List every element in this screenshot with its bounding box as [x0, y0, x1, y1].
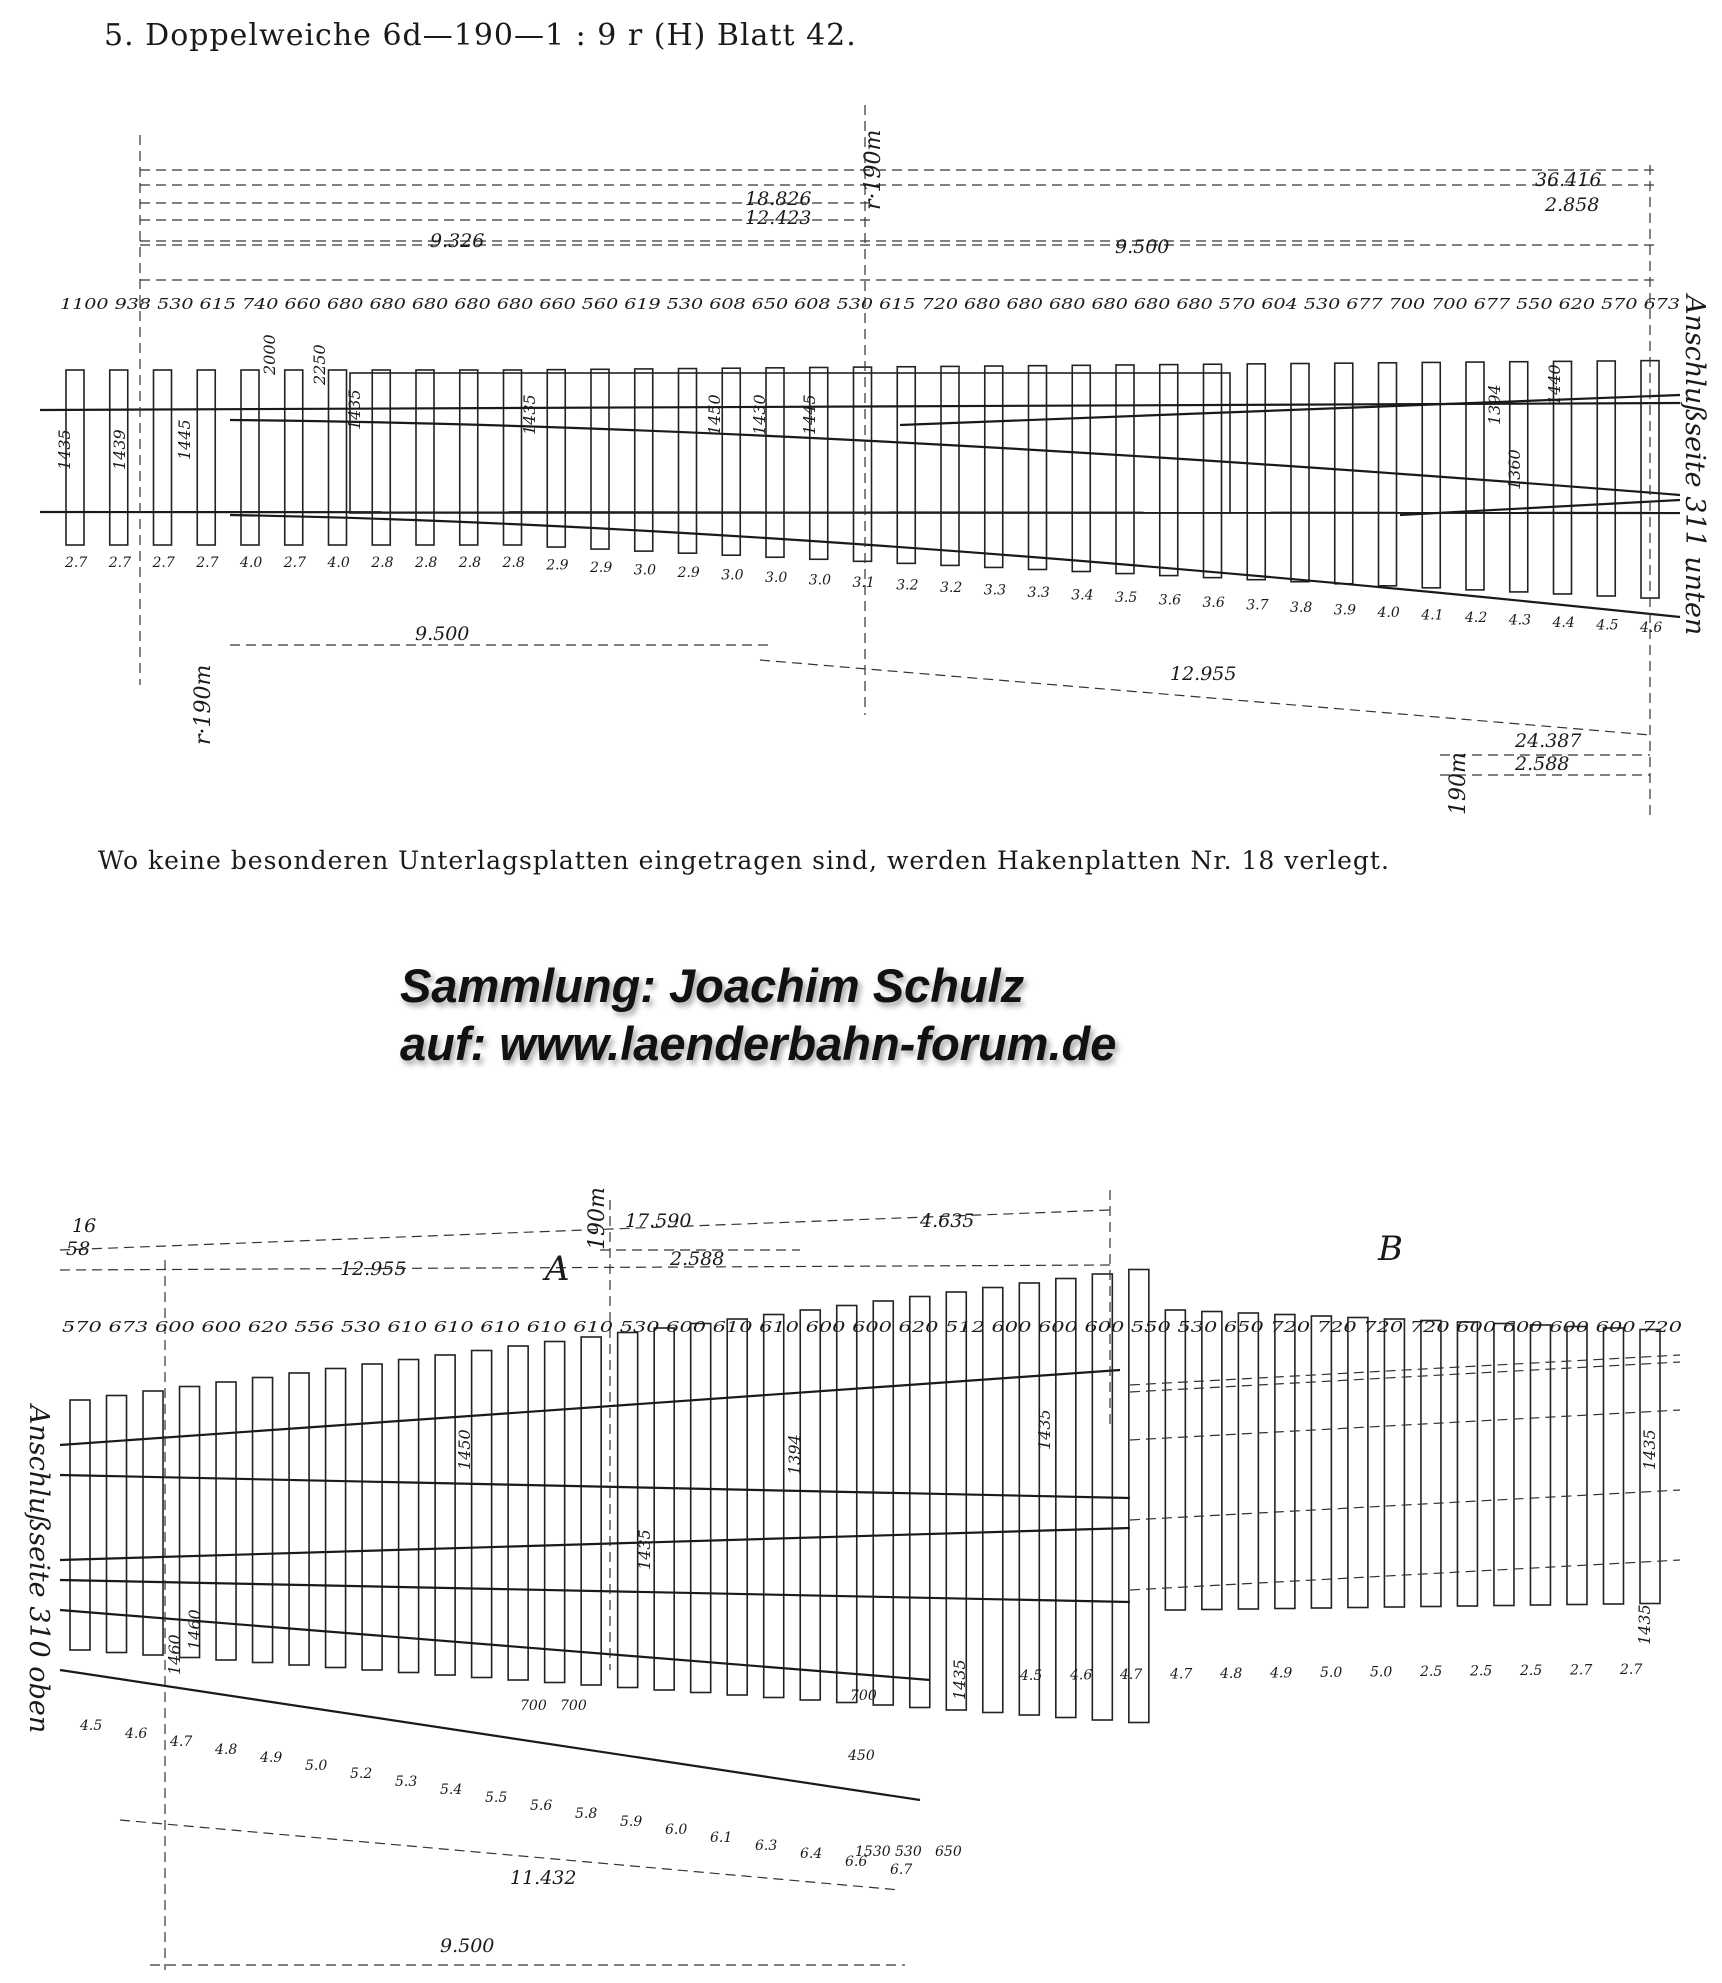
spacing-label: 530 [895, 1844, 922, 1860]
sleeper [253, 1378, 273, 1663]
top-dim-24387: 24.387 [1515, 730, 1582, 752]
sleeper [1029, 366, 1047, 570]
top-dim-9500b: 9.500 [415, 623, 470, 645]
sleeper [691, 1324, 711, 1693]
sleeper-length: 2.8 [458, 555, 482, 571]
bot-sleeper-spacing: 570 673 600 600 620 556 530 610 610 610 610 610 530 600 610 610 600 600 620 512 600 600 600 550 530 650 720 720 720 720 600 600 600 600 720 [62, 1320, 1682, 1336]
sleeper [1238, 1313, 1258, 1609]
sleeper [983, 1288, 1003, 1713]
sleeper [1466, 362, 1484, 590]
spacing-label: 650 [935, 1844, 962, 1860]
sleeper-length: 2.9 [546, 557, 569, 574]
sleeper [941, 366, 959, 565]
sleeper-length: 5.3 [395, 1774, 418, 1790]
plate-note: Wo keine besonderen Unterlagsplatten eingetragen sind, werden Hakenplatten Nr. 18 verlegt. [98, 846, 1390, 875]
sleeper-length: 2.7 [196, 555, 219, 571]
sleeper-length: 6.7 [890, 1862, 913, 1878]
gauge-label: 1445 [175, 419, 194, 460]
sleeper [1072, 365, 1090, 571]
top-radius-label-1: r·190m [191, 664, 216, 745]
gauge-label: 1460 [165, 1634, 184, 1675]
rail-middle [60, 1528, 1130, 1560]
sleeper [1421, 1321, 1441, 1607]
sleeper-length: 4.7 [170, 1734, 193, 1750]
sleeper [800, 1310, 820, 1700]
sleeper-length: 2.7 [108, 555, 132, 571]
sleeper [1019, 1283, 1039, 1715]
sleeper [508, 1346, 528, 1680]
sleeper-length: 3.4 [1071, 587, 1094, 604]
gauge-label: 1430 [750, 394, 769, 435]
sleeper [1275, 1315, 1295, 1609]
sleeper [1384, 1319, 1404, 1607]
bot-dim-11432: 11.432 [510, 1867, 577, 1889]
sleeper [910, 1297, 930, 1708]
sleeper-length: 4.5 [1596, 617, 1619, 634]
sleeper-length: 2.5 [1520, 1663, 1543, 1679]
gauge-label: 2000 [260, 334, 279, 375]
sleeper-length: 4.6 [1070, 1667, 1093, 1684]
sleeper-length: 4.5 [80, 1718, 103, 1734]
sleeper-length: 2.8 [502, 555, 525, 571]
sleeper [285, 370, 303, 545]
sleeper [897, 367, 915, 564]
sleeper-length: 6.3 [755, 1838, 778, 1854]
sleeper-length: 4.2 [1465, 610, 1488, 626]
sleeper-length: 5.0 [1320, 1665, 1343, 1681]
sleeper [1129, 1270, 1149, 1723]
sleeper-length: 3.7 [1246, 597, 1269, 614]
sleeper [618, 1333, 638, 1688]
bottom-track-plan [0, 1170, 1722, 1983]
sleeper-length: 6.6 [845, 1854, 868, 1870]
top-dim-18826: 18.826 [745, 188, 812, 210]
sleeper [362, 1364, 382, 1670]
sleeper-length: 3.3 [1027, 585, 1050, 601]
gauge-label: 1435 [55, 429, 74, 470]
gauge-label: 2250 [310, 344, 329, 385]
sleeper [435, 1355, 455, 1675]
bot-dim-12955: 12.955 [340, 1258, 407, 1280]
sleeper-length: 3.2 [896, 577, 919, 594]
sleeper-length: 4.6 [125, 1726, 148, 1742]
top-side-label: Anschlußseite 311 unten [1679, 295, 1710, 636]
top-dim-12955: 12.955 [1170, 663, 1237, 685]
sleeper [679, 369, 697, 554]
bot-dim-58: 58 [66, 1238, 91, 1260]
sleeper [241, 370, 259, 545]
sleeper [581, 1337, 601, 1685]
sleeper [1335, 363, 1353, 584]
bottom-sleepers [70, 1270, 1660, 1723]
sleeper [1204, 364, 1222, 577]
sleeper [854, 367, 872, 561]
sleeper [1291, 364, 1309, 582]
sleeper [545, 1342, 565, 1683]
sleeper-length: 4.0 [240, 555, 263, 571]
sleeper [1457, 1322, 1477, 1606]
spacing-label: 1530 [855, 1844, 891, 1860]
top-dim-9326: 9.326 [430, 230, 485, 252]
sleeper-length: 3.0 [808, 572, 832, 589]
watermark-line-2: auf: www.laenderbahn-forum.de [400, 1017, 1117, 1070]
sleeper-length: 3.1 [852, 575, 875, 591]
sleeper-length: 5.0 [305, 1758, 328, 1774]
bot-dim-2588: 2.588 [670, 1248, 725, 1270]
sleeper-length: 5.0 [1370, 1664, 1393, 1681]
spacing-label: 450 [848, 1748, 875, 1764]
bottom-side-label: Anschlußseite 310 oben [23, 1405, 54, 1734]
section-mark-b: B [1378, 1229, 1403, 1269]
sleeper-length: 4.7 [1170, 1666, 1193, 1683]
sleeper-length: 6.0 [665, 1822, 688, 1838]
sleeper [1597, 361, 1615, 596]
dim-line [60, 1265, 1110, 1270]
sleeper [727, 1319, 747, 1695]
sleeper [472, 1351, 492, 1678]
sleeper [654, 1328, 674, 1690]
gauge-label: 1360 [1505, 449, 1524, 490]
sleeper [873, 1301, 893, 1705]
sleeper-length: 5.4 [440, 1782, 463, 1798]
sleeper-length: 3.0 [721, 567, 744, 584]
sleeper-length: 3.9 [1333, 602, 1357, 619]
sleeper-length: 2.9 [677, 565, 700, 581]
gauge-label: 1460 [185, 1609, 204, 1650]
sleeper [722, 368, 740, 555]
sleeper [1165, 1310, 1185, 1610]
gauge-label: 1394 [1485, 384, 1504, 425]
sleeper-length: 4.5 [1020, 1668, 1043, 1684]
sleeper-length: 3.6 [1202, 595, 1225, 611]
bottom-gauge-labels [165, 1409, 1659, 1700]
spacing-label: 700 [560, 1698, 587, 1714]
sleeper-length: 4.1 [1421, 607, 1444, 624]
sleeper-length: 2.7 [1570, 1662, 1593, 1679]
gauge-label: 1445 [800, 394, 819, 435]
bot-radius-label: 190m [585, 1187, 610, 1250]
sleeper-length: 4.9 [260, 1750, 283, 1766]
gauge-label: 1394 [785, 1434, 804, 1475]
sleeper-length: 5.9 [620, 1814, 643, 1830]
sleeper [1494, 1324, 1514, 1606]
sleeper-length: 4.6 [1640, 620, 1663, 636]
watermark-line-1: Sammlung: Joachim Schulz [400, 959, 1025, 1012]
sleeper [154, 370, 172, 545]
switch-outline [350, 373, 1230, 513]
sleeper-length: 3.6 [1158, 592, 1182, 609]
gauge-label: 1450 [705, 394, 724, 435]
sleeper [1116, 365, 1134, 574]
gauge-label: 1435 [1035, 1409, 1054, 1450]
sleeper [197, 370, 215, 545]
sleeper-length: 4.0 [327, 555, 350, 571]
sleeper-length: 3.5 [1115, 590, 1138, 606]
sleeper-length: 3.2 [940, 580, 963, 596]
rail-middle-upper [60, 1475, 1130, 1498]
gauge-label: 1435 [345, 389, 364, 430]
sleeper-length: 4.8 [215, 1742, 238, 1758]
sleeper-length: 5.5 [485, 1790, 508, 1806]
sleeper-length: 2.7 [1620, 1662, 1643, 1678]
top-radius-label-3: 190m [1446, 752, 1471, 815]
sleeper [1247, 364, 1265, 580]
sleeper-length: 4.0 [1377, 605, 1400, 621]
sleeper-length: 2.8 [371, 555, 394, 571]
sleeper-length: 2.7 [152, 555, 175, 571]
bot-dim-4635: 4.635 [920, 1210, 975, 1232]
gauge-label: 1440 [1545, 364, 1564, 405]
sleeper-length: 6.4 [800, 1846, 823, 1862]
bot-dim-17590: 17.590 [625, 1210, 692, 1232]
sleeper [985, 366, 1003, 567]
sleeper [1056, 1279, 1076, 1718]
rail-middle-lower [60, 1580, 1130, 1602]
sleeper-length: 5.8 [575, 1806, 598, 1822]
sleeper-length: 2.7 [283, 555, 307, 571]
sleeper [326, 1369, 346, 1668]
sleeper [547, 370, 565, 547]
sleeper [416, 370, 434, 545]
top-dim-2588: 2.588 [1515, 753, 1570, 775]
spacing-label: 700 [850, 1688, 877, 1704]
gauge-label: 1450 [455, 1429, 474, 1470]
sleeper [1311, 1316, 1331, 1608]
sleeper-length: 2.7 [65, 555, 88, 571]
sleeper-length: 3.0 [633, 562, 657, 579]
sleeper-length: 4.9 [1270, 1665, 1293, 1682]
sleeper [946, 1292, 966, 1710]
sleeper-length: 6.1 [710, 1830, 733, 1846]
page-title: 5. Doppelweiche 6d—190—1 : 9 r (H) Blatt 42. [104, 18, 857, 53]
gauge-label: 1435 [635, 1529, 654, 1570]
sleeper-length: 2.8 [415, 555, 438, 571]
sleeper-length: 5.2 [350, 1766, 373, 1782]
sleeper [635, 369, 653, 551]
top-dim-9500a: 9.500 [1115, 236, 1170, 258]
gauge-label: 1435 [950, 1659, 969, 1700]
sleeper [399, 1360, 419, 1673]
sleeper-length: 4.3 [1508, 612, 1532, 629]
sleeper-length: 2.5 [1470, 1663, 1493, 1680]
section-mark-a: A [545, 1249, 570, 1289]
bot-dim-16: 16 [72, 1215, 97, 1237]
top-dimension-lines [140, 105, 1663, 815]
sleeper [1530, 1325, 1550, 1605]
sleeper-length: 3.3 [983, 582, 1007, 599]
sleeper [504, 370, 522, 545]
sleeper [837, 1306, 857, 1703]
top-dim-36416: 36.416 [1535, 169, 1602, 191]
gauge-label: 1439 [110, 429, 129, 470]
gauge-label: 1435 [520, 394, 539, 435]
bot-dim-9500: 9.500 [440, 1935, 495, 1957]
top-dim-2858: 2.858 [1545, 194, 1600, 216]
sleeper [591, 369, 609, 549]
sleeper [216, 1382, 236, 1660]
rail-diverging-inner [230, 420, 1680, 495]
sleeper-length: 2.9 [590, 560, 613, 576]
top-track-plan [0, 95, 1722, 835]
sleeper-length: 3.8 [1290, 600, 1313, 616]
sleeper [143, 1391, 163, 1655]
top-sleeper-spacing: 1100 938 530 615 740 660 680 680 680 680 680 660 560 619 530 608 650 608 530 615 720 680 680 680 680 680 680 570 604 530 677 700 700 677 550 620 570 673 [60, 297, 1680, 313]
sleeper [289, 1373, 309, 1665]
sleeper [1202, 1312, 1222, 1610]
top-dim-12423: 12.423 [745, 207, 812, 229]
gauge-label: 1435 [1635, 1604, 1654, 1645]
sleeper-length: 4.7 [1120, 1667, 1143, 1683]
bottom-rails [60, 1370, 1130, 1800]
sleeper [460, 370, 478, 545]
gauge-label: 1435 [1640, 1429, 1659, 1470]
sleeper-length: 4.4 [1552, 615, 1575, 631]
sleeper-length: 2.5 [1420, 1664, 1443, 1680]
sleeper [1348, 1318, 1368, 1608]
sleeper [1603, 1328, 1623, 1604]
sleeper [1160, 365, 1178, 576]
sleeper [764, 1315, 784, 1698]
spacing-label: 700 [520, 1698, 547, 1714]
top-radius-label-2: r·190m [861, 129, 886, 210]
sleeper-length: 4.8 [1220, 1666, 1243, 1682]
sleeper-length: 3.0 [765, 570, 788, 586]
sleeper-length: 5.6 [530, 1798, 553, 1814]
